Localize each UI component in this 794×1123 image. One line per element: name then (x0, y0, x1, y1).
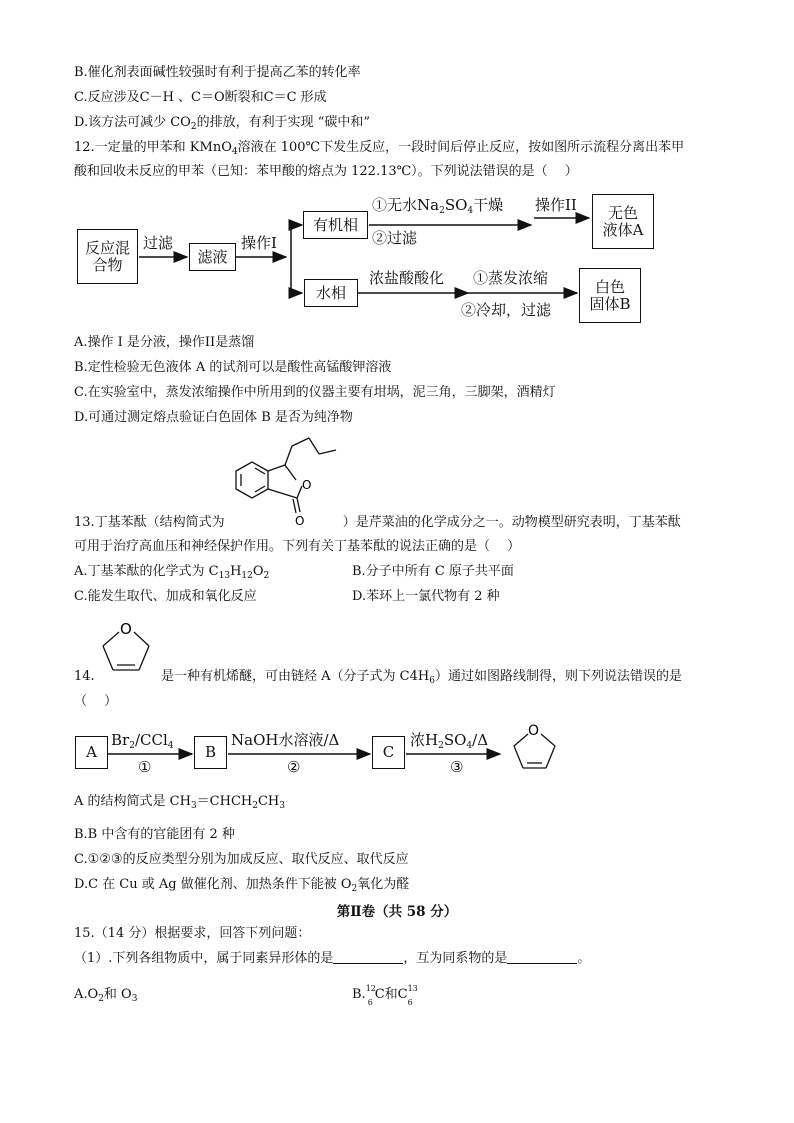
q13-option-c: C.能发生取代、加成和氧化反应 (74, 589, 257, 604)
q11-option-d: D.该方法可减少 $CO_2$的排放，有利于实现 “碳中和” (74, 115, 371, 132)
q13-option-a: A.丁基苯酞的化学式为 $C_{13}H_{12}O_2$ (74, 564, 270, 581)
q12-option-d: D.可通过测定熔点验证白色固体 B 是否为纯净物 (74, 410, 353, 425)
q14-stem-line2: （ ） (74, 694, 118, 709)
acidify-label: 浓盐酸酸化 (369, 269, 445, 287)
filter-step-label: ②过滤 (372, 229, 418, 247)
organic-phase-box: 有机相 (303, 211, 368, 239)
q12-stem-line2: 酸和回收未反应的甲苯（已知：苯甲酸的熔点为 122.13℃）。下列说法错误的是（ ） (74, 164, 578, 179)
carbonyl-oxygen-label: O (295, 514, 305, 528)
q13-option-b: B.分子中所有 C 原子共平面 (352, 564, 514, 579)
step-3-label: ③ (450, 758, 464, 776)
q11-option-c: C.反应涉及C－H 、C＝O断裂和C＝C 形成 (74, 90, 327, 105)
step-1-label: ① (138, 758, 152, 776)
q15-sub1: （1）.下列各组物质中，属于同素异形体的是 ，互为同系物的是 。 (74, 951, 591, 966)
colorless-liquid-a-box: 无色 液体A (592, 194, 654, 249)
cool-filter-label: ②冷却，过滤 (461, 301, 552, 319)
q14-option-d: D.C 在 Cu 或 Ag 做催化剂、加热条件下能被 $O_2$氧化为醛 (74, 877, 410, 894)
reagent-1-label: $Br_2/CCl_4$ (111, 731, 174, 751)
q13-option-d: D.苯环上一氯代物有 2 种 (352, 589, 500, 604)
aqueous-phase-box: 水相 (304, 279, 358, 307)
answer-blank-homolog[interactable] (507, 951, 577, 964)
compound-b-box: B (194, 736, 227, 769)
product-dihydrofuran-structure (506, 716, 566, 776)
product-oxygen-label: O (528, 723, 540, 739)
q14-option-c: C.①②③的反应类型分别为加成反应、取代反应、取代反应 (74, 852, 409, 867)
mixture-box: 反应混 合物 (77, 229, 138, 284)
q11-option-b: B.催化剂表面碱性较强时有利于提高乙苯的转化率 (74, 65, 361, 80)
compound-a-box: A (75, 736, 108, 769)
q14-option-b: B.B 中含有的官能团有 2 种 (74, 827, 235, 842)
white-solid-b-box: 白色 固体B (579, 268, 641, 323)
compound-c-box: C (372, 736, 405, 769)
q12-option-b: B.定性检验无色液体 A 的试剂可以是酸性高锰酸钾溶液 (74, 360, 392, 375)
operation-1-label: 操作I (241, 234, 277, 252)
q14-number: 14. (74, 669, 95, 684)
reagent-3-label: 浓$H_2SO_4/\Delta$ (410, 731, 489, 751)
dihydrofuran-oxygen-label: O (120, 620, 132, 638)
q12-option-a: A.操作 I 是分液，操作II是蒸馏 (74, 335, 255, 350)
q14-option-a: A 的结构简式是 $CH_3=CHCH_2CH_3$ (74, 794, 286, 811)
q15-stem: 15.（14 分）根据要求，回答下列问题： (74, 926, 311, 941)
q15-option-a: $A.O_2$和 $O_3$ (74, 987, 138, 1004)
filter-label: 过滤 (143, 234, 174, 252)
drying-step-label: ①无水$Na_2SO_4$干燥 (372, 196, 504, 216)
q13-stem-line1: 13.丁基苯酞（结构简式为 ）是芹菜油的化学成分之一。动物模型研究表明，丁基苯酞 (74, 515, 681, 530)
evaporate-label: ①蒸发浓缩 (473, 269, 549, 287)
ring-oxygen-label: O (302, 478, 312, 492)
q12-option-c: C.在实验室中，蒸发浓缩操作中所用到的仪器主要有坩埚，泥三角，三脚架，酒精灯 (74, 385, 556, 400)
part-2-title: 第Ⅱ卷（共 58 分） (336, 904, 458, 920)
q13-stem-line2: 可用于治疗高血压和神经保护作用。下列有关丁基苯酞的说法正确的是（ ） (74, 539, 521, 554)
operation-2-label: 操作II (535, 196, 577, 214)
q12-stem-line1: 12.一定量的甲苯和 KMnO$_4$溶液在 100℃下发生反应，一段时间后停止反应，按如图所示流程分离出苯甲 (74, 140, 685, 157)
q15-option-b: B. 12 6 C和C 13 6 (352, 984, 418, 1007)
step-2-label: ② (287, 758, 301, 776)
reagent-2-label: NaOH水溶液/Δ (231, 731, 340, 749)
q14-stem-line1: 是一种有机烯醚，可由链烃 A（分子式为 $C4H_6$）通过如图路线制得，则下列说法错误的是 (161, 669, 682, 686)
filtrate-box: 滤液 (189, 243, 236, 271)
answer-blank-allotrope[interactable] (333, 951, 403, 964)
